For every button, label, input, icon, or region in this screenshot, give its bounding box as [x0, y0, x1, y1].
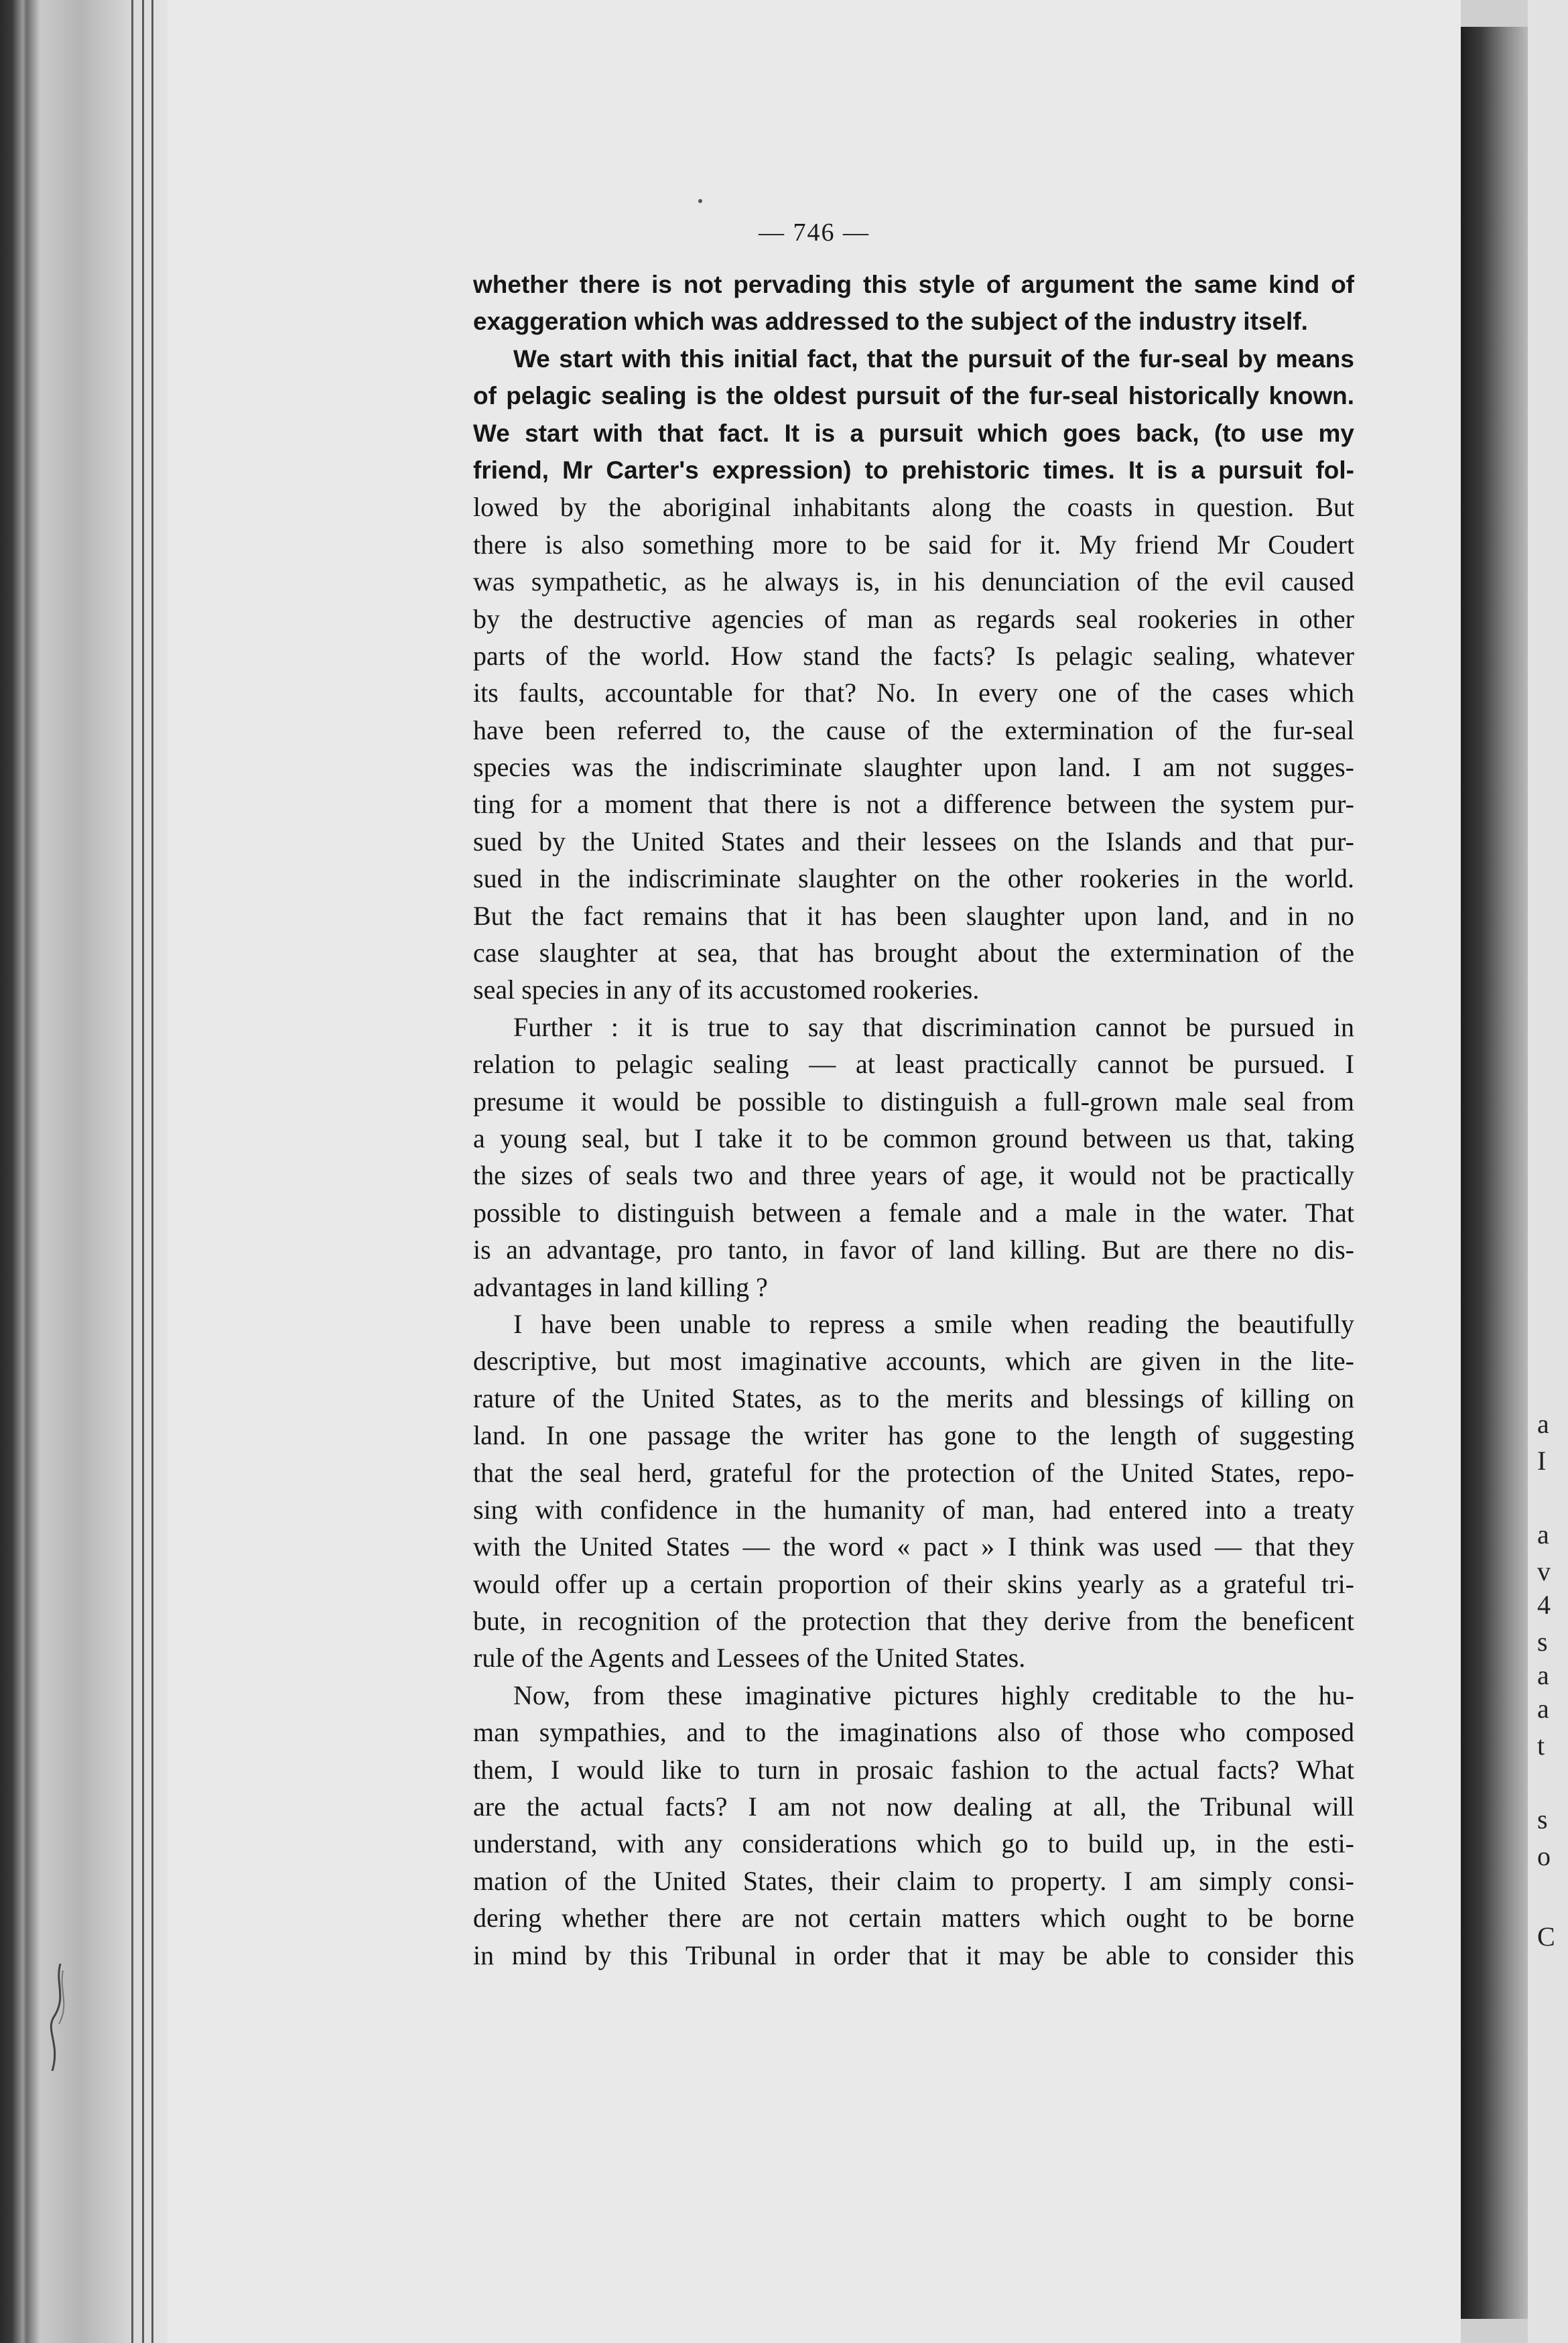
- text-line: descriptive, but most imaginative accounts, which are given in the lite-: [473, 1346, 1354, 1377]
- text-line: possible to distinguish between a female and a male in the water. That: [473, 1197, 1354, 1228]
- text-line: rule of the Agents and Lessees of the United States.: [473, 1643, 1026, 1673]
- page-gutter: [1461, 27, 1528, 2319]
- text-line: relation to pelagic sealing — at least practically cannot be pursued. I: [473, 1049, 1354, 1080]
- binding-line: [131, 0, 133, 2343]
- text-line: We start with that fact. It is a pursuit which goes back, (to use my: [473, 419, 1354, 447]
- text-line: with the United States — the word « pact » I think was used — that they: [473, 1531, 1354, 1562]
- text-line: there is also something more to be said for it. My friend Mr Coudert: [473, 529, 1354, 560]
- next-page-fragment: s: [1537, 1627, 1548, 1657]
- next-page-fragment: I: [1537, 1446, 1547, 1476]
- next-page-fragment: C: [1537, 1921, 1555, 1952]
- next-page-fragment: v: [1537, 1556, 1551, 1586]
- text-line: presume it would be possible to distinguish a full-grown male seal from: [473, 1086, 1354, 1117]
- text-line: sing with confidence in the humanity of man, had entered into a treaty: [473, 1494, 1354, 1525]
- text-line: bute, in recognition of the protection that they derive from the beneficent: [473, 1606, 1354, 1637]
- text-line: by the destructive agencies of man as regards seal rookeries in other: [473, 603, 1354, 634]
- text-line: sued by the United States and their lessees on the Islands and that pur-: [473, 826, 1354, 857]
- text-line: mation of the United States, their claim to property. I am simply consi-: [473, 1865, 1354, 1896]
- torn-paper-mark: [40, 1964, 80, 2071]
- next-page-fragment: s: [1537, 1804, 1548, 1834]
- text-line: seal species in any of its accustomed rookeries.: [473, 974, 980, 1005]
- text-line: the sizes of seals two and three years of age, it would not be practically: [473, 1160, 1354, 1191]
- next-page-fragment: a: [1537, 1409, 1549, 1439]
- text-line: friend, Mr Carter's expression) to prehistoric times. It is a pursuit fol-: [473, 456, 1354, 484]
- text-line: I have been unable to repress a smile when reading the beautifully: [513, 1308, 1354, 1339]
- text-line: of pelagic sealing is the oldest pursuit of the fur-seal historically known.: [473, 382, 1354, 410]
- text-line: a young seal, but I take it to be common ground between us that, taking: [473, 1123, 1354, 1153]
- binding-line: [151, 0, 153, 2343]
- text-line: its faults, accountable for that? No. In every one of the cases which: [473, 678, 1354, 708]
- text-line: have been referred to, the cause of the extermination of the fur-seal: [473, 714, 1354, 745]
- text-line: We start with this initial fact, that the pursuit of the fur-seal by means: [513, 344, 1354, 373]
- text-line: dering whether there are not certain matters which ought to be borne: [473, 1903, 1354, 1934]
- next-page-fragment: o: [1537, 1841, 1551, 1871]
- text-line: advantages in land killing ?: [473, 1271, 768, 1302]
- text-line: parts of the world. How stand the facts? Is pelagic sealing, whatever: [473, 640, 1354, 671]
- next-page-fragment: 4: [1537, 1590, 1551, 1620]
- text-line: them, I would like to turn in prosaic fashion to the actual facts? What: [473, 1754, 1354, 1785]
- text-line: in mind by this Tribunal in order that it may be able to consider this: [473, 1940, 1354, 1970]
- next-page-fragment: a: [1537, 1694, 1549, 1724]
- text-line: was sympathetic, as he always is, in his denunciation of the evil caused: [473, 566, 1354, 597]
- text-line: case slaughter at sea, that has brought about the extermination of the: [473, 938, 1354, 968]
- next-page-fragment: a: [1537, 1660, 1549, 1690]
- next-page-fragment: t: [1537, 1730, 1545, 1761]
- text-line: But the fact remains that it has been slaughter upon land, and in no: [473, 900, 1354, 931]
- page-number: — 746 —: [759, 218, 870, 247]
- text-line: whether there is not pervading this style of argument the same kind of: [473, 271, 1354, 298]
- text-line: species was the indiscriminate slaughter upon land. I am not sugges-: [473, 752, 1354, 783]
- text-line: is an advantage, pro tanto, in favor of land killing. But are there no dis-: [473, 1234, 1354, 1265]
- text-line: Now, from these imaginative pictures highly creditable to the hu-: [513, 1680, 1354, 1710]
- text-line: sued in the indiscriminate slaughter on the other rookeries in the world.: [473, 863, 1354, 894]
- text-line: rature of the United States, as to the merits and blessings of killing on: [473, 1383, 1354, 1413]
- text-line: exaggeration which was addressed to the subject of the industry itself.: [473, 308, 1308, 336]
- next-page-fragment: a: [1537, 1519, 1549, 1549]
- text-line: Further : it is true to say that discrimination cannot be pursued in: [513, 1011, 1354, 1042]
- text-line: lowed by the aboriginal inhabitants along the coasts in question. But: [473, 492, 1354, 523]
- adjacent-page-edge: [1528, 0, 1568, 2343]
- text-line: would offer up a certain proportion of their skins yearly as a grateful tri-: [473, 1568, 1354, 1599]
- ink-spot: [698, 199, 702, 203]
- text-line: man sympathies, and to the imaginations also of those who composed: [473, 1717, 1354, 1748]
- text-line: understand, with any considerations which go to build up, in the esti-: [473, 1828, 1354, 1859]
- text-line: that the seal herd, grateful for the protection of the United States, repo-: [473, 1457, 1354, 1488]
- text-line: are the actual facts? I am not now dealing at all, the Tribunal will: [473, 1791, 1354, 1822]
- text-line: ting for a moment that there is not a difference between the system pur-: [473, 789, 1354, 820]
- body-text: [473, 266, 1354, 1974]
- text-line: land. In one passage the writer has gone to the length of suggesting: [473, 1420, 1354, 1451]
- binding-line: [142, 0, 144, 2343]
